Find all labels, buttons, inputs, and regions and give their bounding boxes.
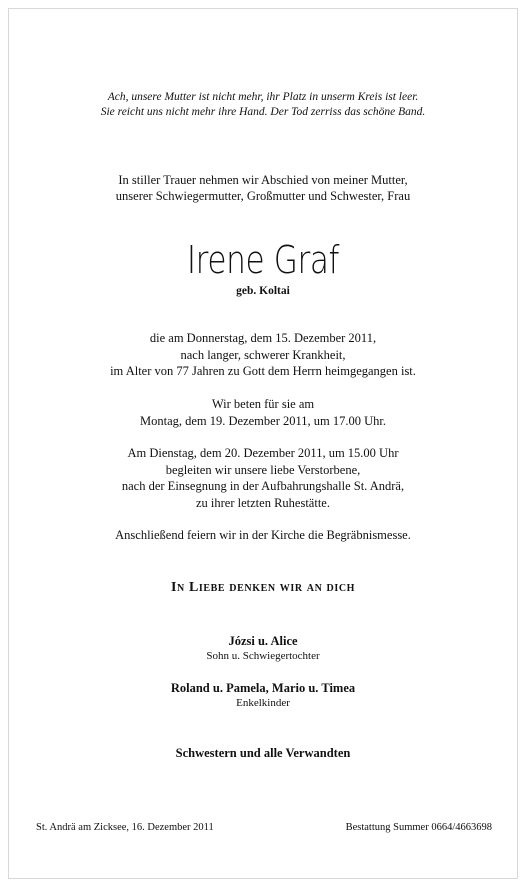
- place-date: St. Andrä am Zicksee, 16. Dezember 2011: [36, 822, 214, 833]
- funeral-line: begleiten wir unsere liebe Verstorbene,: [165, 462, 361, 477]
- prayer-line: Montag, dem 19. Dezember 2011, um 17.00 Uhr.: [139, 413, 387, 428]
- mourner-entry: [9, 634, 517, 664]
- remembrance-heading: In Liebe denken wir an dich: [170, 580, 356, 595]
- intro-line: In stiller Trauer nehmen wir Abschied von meiner Mutter,: [118, 173, 408, 187]
- quote-line: Sie reicht uns nicht mehr ihre Hand. Der Tod zerriss das schöne Band.: [100, 106, 426, 118]
- footer: [36, 821, 492, 835]
- deceased-name: Irene Graf: [186, 238, 340, 282]
- maiden-name: geb. Koltai: [236, 285, 290, 297]
- mourner-names: Roland u. Pamela, Mario u. Timea: [170, 681, 356, 695]
- mourner-names: Józsi u. Alice: [228, 634, 298, 648]
- intro-line: unserer Schwiegermutter, Großmutter und Schwester, Frau: [115, 189, 411, 203]
- mourner-entry: [9, 746, 517, 761]
- memorial-quote: [9, 90, 517, 120]
- mass-note: Anschließend feiern wir in der Kirche die Begräbnismesse.: [115, 528, 411, 542]
- mourner-relation: Enkelkinder: [236, 697, 290, 709]
- obituary-notice: [8, 8, 518, 879]
- mourner-entry: [9, 681, 517, 711]
- intro-text: [9, 172, 517, 204]
- funeral-line: nach der Einsegnung in der Aufbahrungshalle St. Andrä,: [121, 479, 405, 493]
- quote-line: Ach, unsere Mutter ist nicht mehr, ihr Platz in unserm Kreis ist leer.: [107, 91, 419, 103]
- prayer-details: [9, 396, 517, 429]
- death-details: [9, 330, 517, 380]
- funeral-line: Am Dienstag, dem 20. Dezember 2011, um 15.00 Uhr: [127, 446, 399, 460]
- funeral-details: [9, 445, 517, 511]
- mourner-names: Schwestern und alle Verwandten: [175, 746, 351, 760]
- undertaker-contact: Bestattung Summer 0664/4663698: [345, 822, 492, 833]
- death-line: nach langer, schwerer Krankheit,: [180, 347, 346, 362]
- death-line: die am Donnerstag, dem 15. Dezember 2011,: [149, 331, 377, 345]
- mourner-relation: Sohn u. Schwiegertochter: [206, 650, 320, 662]
- prayer-line: Wir beten für sie am: [211, 397, 315, 411]
- death-line: im Alter von 77 Jahren zu Gott dem Herrn heimgegangen ist.: [110, 364, 416, 378]
- funeral-line: zu ihrer letzten Ruhestätte.: [196, 495, 330, 510]
